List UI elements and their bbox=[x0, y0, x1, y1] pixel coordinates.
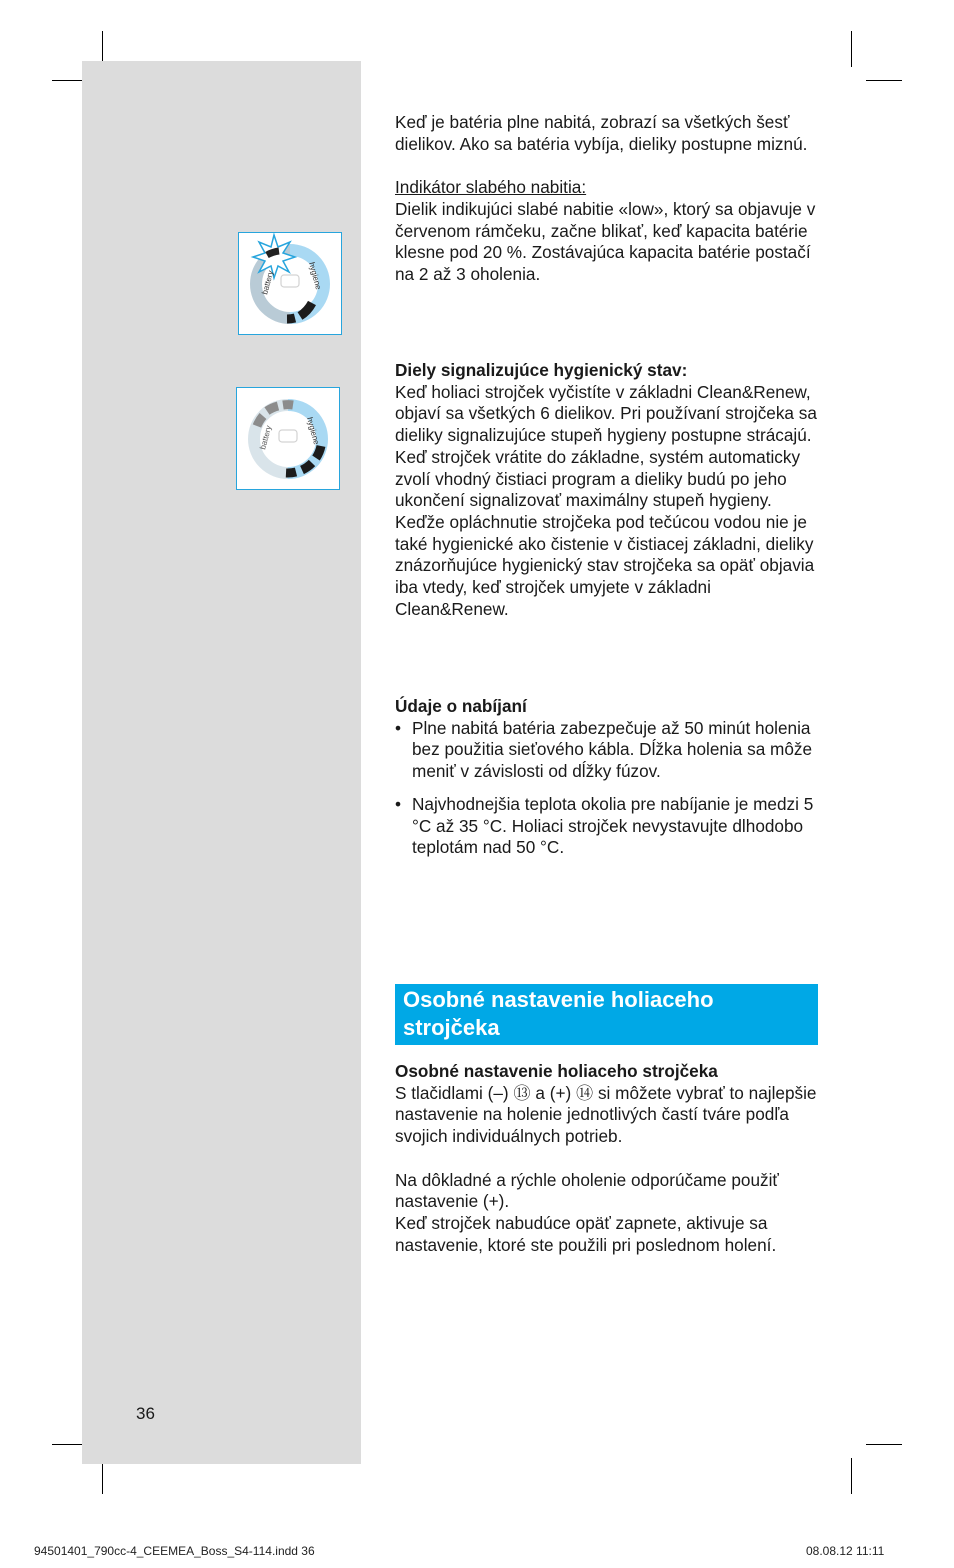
bullet-dot: • bbox=[395, 793, 402, 814]
battery-low-indicator-icon bbox=[238, 232, 342, 335]
personal-title: Osobné nastavenie holiaceho strojčeka bbox=[395, 1061, 718, 1081]
hygiene-indicator-icon bbox=[236, 387, 340, 490]
section-heading: Osobné nastavenie holiaceho strojčeka bbox=[395, 984, 818, 1045]
battery-label: battery bbox=[260, 269, 276, 296]
crop-mark bbox=[866, 80, 902, 81]
hygiene-title: Diely signalizujúce hygienický stav: bbox=[395, 360, 688, 380]
hygiene-text: Keď holiaci strojček vyčistíte v základni Clean&Renew, objaví sa všetkých 6 dielikov. Pri používaní strojčeka sa dieliky signalizujúce stupeň hygieny postupne strácajú. Keď strojček vrátite do základne, systém automaticky zvolí vhodný čistiaci program a dieliky budú po jeho ukončení signalizovať maximálny stupeň hygieny. Keďže opláchnutie strojčeka pod tečúcou vodou nie je také hygienické ako čistenie v čistiacej základni, dieliky znázorňujúce hygienický stav strojčeka sa opäť objavia iba vtedy, keď strojček umyjete v základni Clean&Renew. bbox=[395, 381, 817, 619]
low-battery-title: Indikátor slabého nabitia: bbox=[395, 177, 587, 198]
footer-file: 94501401_790cc-4_CEEMEA_Boss_S4-114.indd 36 bbox=[34, 1544, 315, 1558]
page-number: 36 bbox=[136, 1404, 155, 1423]
charging-title: Údaje o nabíjaní bbox=[395, 696, 527, 716]
full-battery-text: Keď je batéria plne nabitá, zobrazí sa všetkých šesť dielikov. Ako sa batéria vybíja, dieliky postupne miznú. bbox=[395, 112, 808, 154]
bullet-dot: • bbox=[395, 717, 402, 738]
crop-mark bbox=[866, 1444, 902, 1445]
personal-text-3: Keď strojček nabudúce opäť zapnete, aktivuje sa nastavenie, ktoré ste použili pri poslednom holení. bbox=[395, 1212, 777, 1255]
hygiene-label: hygiene bbox=[305, 416, 322, 446]
footer-date: 08.08.12 11:11 bbox=[806, 1544, 885, 1558]
personal-text: S tlačidlami (–) ⑬ a (+) ⑭ si môžete vybrať to najlepšie nastavenie na holenie jednotlivých častí tváre podľa svojich individuálnych potrieb. bbox=[395, 1082, 817, 1147]
bullet-text: Najvhodnejšia teplota okolia pre nabíjanie je medzi 5 °C až 35 °C. Holiaci strojček nevystavujte dlhodobo teplotám nad 50 °C. bbox=[412, 793, 814, 858]
bullet-text: Plne nabitá batéria zabezpečuje až 50 minút holenia bez použitia sieťového kábla. Dĺžka holenia sa môže meniť v závislosti od dĺžky fúzov. bbox=[412, 717, 813, 782]
crop-mark bbox=[851, 1458, 852, 1494]
list-item bbox=[395, 718, 825, 783]
hygiene-label: hygiene bbox=[307, 261, 324, 291]
crop-mark bbox=[851, 31, 852, 67]
battery-section bbox=[395, 112, 825, 286]
battery-label: battery bbox=[258, 424, 274, 451]
charging-section bbox=[395, 696, 825, 859]
low-battery-text: Dielik indikujúci slabé nabitie «low», ktorý sa objavuje v červenom rámčeku, začne blikať, keď kapacita batérie klesne pod 20 %. Zostávajúca kapacita batérie postačí na 2 až 3 oholenia. bbox=[395, 198, 816, 284]
list-item bbox=[395, 794, 825, 859]
personal-section bbox=[395, 1061, 825, 1256]
hygiene-section bbox=[395, 360, 825, 620]
personal-text-2: Na dôkladné a rýchle oholenie odporúčame použiť nastavenie (+). bbox=[395, 1169, 779, 1212]
